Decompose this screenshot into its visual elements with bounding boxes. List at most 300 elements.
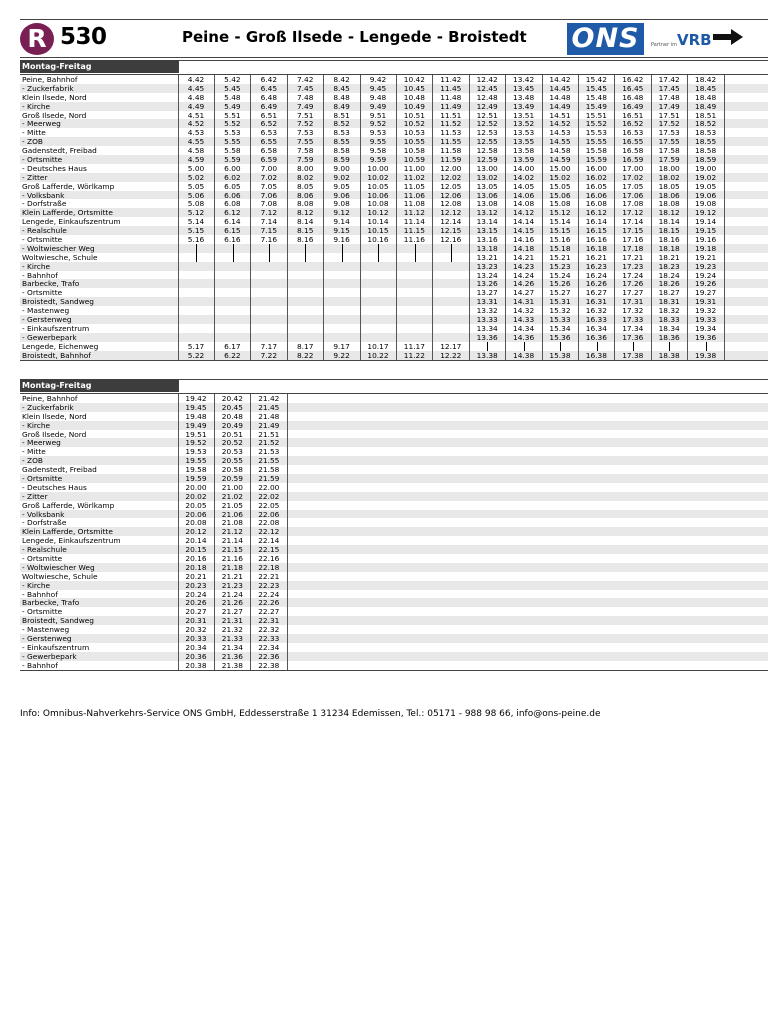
- departure-time: 14.24: [513, 270, 535, 280]
- departure-time: 11.53: [440, 128, 462, 138]
- table-row: [20, 501, 768, 510]
- departure-time: 5.53: [224, 128, 241, 138]
- stop-name: Broistedt, Sandweg: [22, 616, 94, 626]
- departure-time: 10.53: [403, 128, 425, 138]
- table-row: [20, 545, 768, 554]
- departure-time: 6.48: [260, 92, 278, 102]
- departure-time: 16.36: [585, 332, 607, 342]
- departure-time: 13.21: [476, 252, 498, 262]
- departure-time: 4.59: [187, 155, 205, 165]
- departure-time: 18.05: [658, 181, 680, 191]
- departure-time: 13.02: [476, 172, 498, 182]
- departure-time: 6.15: [224, 226, 241, 236]
- departure-time: 21.36: [221, 651, 243, 661]
- departure-time: 14.51: [549, 110, 571, 120]
- stop-name: Barbecke, Trafo: [22, 279, 80, 289]
- departure-time: 5.22: [187, 350, 205, 360]
- departure-time: 13.31: [476, 297, 498, 307]
- stop-name: Gadenstedt, Freibad: [22, 146, 97, 156]
- stop-name: - Gewerbepark: [22, 651, 77, 661]
- departure-time: 13.49: [513, 101, 535, 111]
- departure-time: 9.48: [369, 92, 387, 102]
- top-rule: [20, 19, 768, 20]
- departure-time: 22.31: [258, 616, 280, 626]
- departure-time: 21.18: [221, 562, 243, 572]
- column-rule: [614, 75, 615, 360]
- stop-name: Groß Lafferde, Wörlkamp: [22, 181, 115, 191]
- departure-time: 12.49: [476, 101, 498, 111]
- table-row: [20, 563, 768, 572]
- departure-time: 14.16: [513, 235, 535, 245]
- departure-time: 8.48: [333, 92, 350, 102]
- route-title: Peine - Groß Ilsede - Lengede - Broistedt: [182, 28, 527, 46]
- table-row: [20, 182, 768, 191]
- column-rule: [578, 75, 579, 360]
- departure-time: 6.02: [224, 172, 241, 182]
- departure-time: 5.05: [187, 181, 205, 191]
- departure-time: 9.52: [369, 119, 387, 129]
- timetable-grid: [20, 393, 768, 671]
- stop-name: - Meerweg: [22, 119, 61, 129]
- departure-time: 17.48: [658, 92, 680, 102]
- departure-time: 11.08: [403, 199, 425, 209]
- departure-time: 14.38: [513, 350, 535, 360]
- table-row: [20, 616, 768, 625]
- departure-time: 9.55: [369, 137, 387, 147]
- departure-time: 13.06: [476, 190, 498, 200]
- stop-name: - Zuckerfabrik: [22, 402, 74, 412]
- stop-name: Lengede, Einkaufszentrum: [22, 217, 121, 227]
- departure-time: 12.17: [440, 341, 462, 351]
- departure-time: 15.38: [549, 350, 571, 360]
- departure-time: 15.48: [585, 92, 607, 102]
- departure-time: 22.24: [258, 589, 280, 599]
- stop-name: - Volksbank: [22, 190, 65, 200]
- departure-time: 6.05: [224, 181, 241, 191]
- departure-time: 13.55: [513, 137, 535, 147]
- departure-time: 12.58: [476, 146, 498, 156]
- departure-time: 22.15: [258, 545, 280, 555]
- departure-time: 8.49: [333, 101, 350, 111]
- table-row: [20, 572, 768, 581]
- departure-time: 11.00: [403, 163, 425, 173]
- stop-name: Klein Ilsede, Nord: [22, 411, 87, 421]
- departure-time: 22.02: [258, 491, 280, 501]
- departure-time: 21.42: [258, 394, 280, 403]
- departure-time: 6.00: [224, 163, 241, 173]
- departure-time: 12.48: [476, 92, 498, 102]
- departure-time: 13.15: [476, 226, 498, 236]
- departure-time: 6.14: [224, 217, 241, 227]
- pass-through-marker: [269, 244, 270, 253]
- stop-name: Groß Ilsede, Nord: [22, 429, 87, 439]
- pass-through-marker: [633, 342, 634, 351]
- stop-name: - Deutsches Haus: [22, 482, 87, 492]
- departure-time: 16.02: [585, 172, 607, 182]
- stop-name: - Kirche: [22, 101, 51, 111]
- table-row: [20, 333, 768, 342]
- departure-time: 8.53: [333, 128, 350, 138]
- stop-name: Broistedt, Bahnhof: [22, 350, 91, 360]
- departure-time: 13.53: [513, 128, 535, 138]
- departure-time: 14.08: [513, 199, 535, 209]
- stop-name: - Ortsmitte: [22, 554, 63, 564]
- departure-time: 16.53: [622, 128, 644, 138]
- departure-time: 10.05: [367, 181, 389, 191]
- table-row: [20, 590, 768, 599]
- table-row: [20, 518, 768, 527]
- departure-time: 6.16: [224, 235, 241, 245]
- departure-time: 17.05: [622, 181, 644, 191]
- departure-time: 16.33: [585, 315, 607, 325]
- stop-name: - Einkaufszentrum: [22, 323, 90, 333]
- departure-time: 16.18: [585, 243, 607, 253]
- departure-time: 15.14: [549, 217, 571, 227]
- departure-time: 14.34: [513, 323, 535, 333]
- departure-time: 16.49: [622, 101, 644, 111]
- departure-time: 19.36: [695, 332, 717, 342]
- departure-time: 11.59: [440, 155, 462, 165]
- departure-time: 6.08: [224, 199, 241, 209]
- departure-time: 7.02: [260, 172, 278, 182]
- stop-name: - ZOB: [22, 137, 43, 147]
- departure-time: 8.08: [296, 199, 314, 209]
- departure-time: 15.33: [549, 315, 571, 325]
- departure-time: 5.49: [224, 101, 241, 111]
- departure-time: 16.24: [585, 270, 607, 280]
- departure-time: 17.21: [622, 252, 644, 262]
- departure-time: 5.42: [224, 75, 241, 84]
- departure-time: 15.36: [549, 332, 571, 342]
- departure-time: 9.05: [333, 181, 350, 191]
- table-row: [20, 288, 768, 297]
- departure-time: 16.51: [622, 110, 644, 120]
- departure-time: 21.55: [258, 456, 280, 466]
- departure-time: 5.58: [224, 146, 241, 156]
- departure-time: 19.45: [185, 402, 207, 412]
- departure-time: 16.48: [622, 92, 644, 102]
- column-rule: [214, 394, 215, 670]
- departure-time: 5.17: [187, 341, 205, 351]
- departure-time: 17.31: [622, 297, 644, 307]
- departure-time: 8.14: [296, 217, 314, 227]
- departure-time: 20.32: [185, 625, 207, 635]
- departure-time: 20.12: [185, 527, 207, 537]
- departure-time: 20.59: [221, 474, 243, 484]
- departure-time: 14.45: [549, 83, 571, 93]
- departure-time: 10.49: [403, 101, 425, 111]
- departure-time: 6.17: [224, 341, 241, 351]
- arrow-right-icon: [711, 27, 745, 47]
- pass-through-marker: [378, 244, 379, 253]
- departure-time: 12.53: [476, 128, 498, 138]
- departure-time: 21.16: [221, 554, 243, 564]
- departure-time: 7.51: [296, 110, 314, 120]
- departure-time: 21.15: [221, 545, 243, 555]
- departure-time: 21.59: [258, 474, 280, 484]
- regiobus-badge-icon: R: [20, 23, 54, 55]
- departure-time: 21.06: [221, 509, 243, 519]
- table-row: [20, 652, 768, 661]
- column-rule: [396, 75, 397, 360]
- table-row: [20, 75, 768, 84]
- table-row: [20, 483, 768, 492]
- departure-time: 12.15: [440, 226, 462, 236]
- table-row: [20, 421, 768, 430]
- departure-time: 21.23: [221, 580, 243, 590]
- pass-through-marker: [451, 253, 452, 262]
- departure-time: 18.42: [695, 75, 717, 84]
- stop-name: - Ortsmitte: [22, 288, 63, 298]
- table-row: [20, 173, 768, 182]
- stop-name: Groß Lafferde, Wörlkamp: [22, 500, 115, 510]
- departure-time: 17.58: [658, 146, 680, 156]
- table-row: [20, 492, 768, 501]
- departure-time: 22.00: [258, 482, 280, 492]
- departure-time: 6.06: [224, 190, 241, 200]
- departure-time: 22.21: [258, 571, 280, 581]
- stop-name: - Dorfstraße: [22, 518, 67, 528]
- table-row: [20, 465, 768, 474]
- table-row: [20, 625, 768, 634]
- departure-time: 12.08: [440, 199, 462, 209]
- departure-time: 17.27: [622, 288, 644, 298]
- departure-time: 17.53: [658, 128, 680, 138]
- departure-time: 14.55: [549, 137, 571, 147]
- departure-time: 18.12: [658, 208, 680, 218]
- departure-time: 15.27: [549, 288, 571, 298]
- table-row: [20, 447, 768, 456]
- table-row: [20, 155, 768, 164]
- departure-time: 14.15: [513, 226, 535, 236]
- departure-time: 18.48: [695, 92, 717, 102]
- departure-time: 7.08: [260, 199, 278, 209]
- departure-time: 19.05: [695, 181, 717, 191]
- departure-time: 14.05: [513, 181, 535, 191]
- table-row: [20, 199, 768, 208]
- departure-time: 9.14: [333, 217, 350, 227]
- departure-time: 7.59: [296, 155, 314, 165]
- departure-time: 5.48: [224, 92, 241, 102]
- table-row: [20, 191, 768, 200]
- pass-through-marker: [378, 253, 379, 262]
- stop-name: - Bahnhof: [22, 589, 58, 599]
- departure-time: 8.42: [333, 75, 350, 84]
- pass-through-marker: [342, 244, 343, 253]
- departure-time: 14.31: [513, 297, 535, 307]
- departure-time: 7.53: [296, 128, 314, 138]
- departure-time: 7.14: [260, 217, 278, 227]
- departure-time: 20.34: [185, 642, 207, 652]
- column-rule: [250, 394, 251, 670]
- stop-name: Woltwiesche, Schule: [22, 252, 98, 262]
- departure-time: 19.55: [185, 456, 207, 466]
- departure-time: 11.55: [440, 137, 462, 147]
- departure-time: 18.45: [695, 83, 717, 93]
- table-row: [20, 581, 768, 590]
- departure-time: 8.17: [296, 341, 314, 351]
- pass-through-marker: [524, 342, 525, 351]
- departure-time: 11.05: [403, 181, 425, 191]
- departure-time: 11.49: [440, 101, 462, 111]
- departure-time: 6.42: [260, 75, 278, 84]
- departure-time: 18.32: [658, 306, 680, 316]
- departure-time: 19.42: [185, 394, 207, 403]
- column-rule: [505, 75, 506, 360]
- departure-time: 17.33: [622, 315, 644, 325]
- header-rule: [20, 57, 768, 58]
- departure-time: 9.12: [333, 208, 350, 218]
- table-row: [20, 598, 768, 607]
- table-row: [20, 394, 768, 403]
- departure-time: 15.26: [549, 279, 571, 289]
- departure-time: 16.15: [585, 226, 607, 236]
- stop-name: - Kirche: [22, 261, 51, 271]
- departure-time: 20.15: [185, 545, 207, 555]
- departure-time: 14.36: [513, 332, 535, 342]
- departure-time: 20.48: [221, 411, 243, 421]
- departure-time: 20.06: [185, 509, 207, 519]
- departure-time: 20.58: [221, 465, 243, 475]
- table-row: [20, 146, 768, 155]
- departure-time: 17.38: [622, 350, 644, 360]
- departure-time: 11.42: [440, 75, 462, 84]
- column-rule: [542, 75, 543, 360]
- departure-time: 10.12: [367, 208, 389, 218]
- departure-time: 20.53: [221, 447, 243, 457]
- departure-time: 14.58: [549, 146, 571, 156]
- departure-time: 17.49: [658, 101, 680, 111]
- departure-time: 11.52: [440, 119, 462, 129]
- departure-time: 12.55: [476, 137, 498, 147]
- stop-name: - Realschule: [22, 226, 67, 236]
- departure-time: 21.49: [258, 420, 280, 430]
- departure-time: 19.49: [185, 420, 207, 430]
- departure-time: 11.06: [403, 190, 425, 200]
- departure-time: 14.53: [549, 128, 571, 138]
- departure-time: 15.53: [585, 128, 607, 138]
- departure-time: 14.42: [549, 75, 571, 84]
- departure-time: 17.00: [622, 163, 644, 173]
- departure-time: 13.52: [513, 119, 535, 129]
- table-row: [20, 527, 768, 536]
- departure-time: 19.33: [695, 315, 717, 325]
- departure-time: 15.21: [549, 252, 571, 262]
- departure-time: 17.59: [658, 155, 680, 165]
- stop-name: Broistedt, Sandweg: [22, 297, 94, 307]
- departure-time: 18.26: [658, 279, 680, 289]
- departure-time: 16.05: [585, 181, 607, 191]
- column-rule: [287, 75, 288, 360]
- departure-time: 15.55: [585, 137, 607, 147]
- departure-time: 9.00: [333, 163, 350, 173]
- table-row: [20, 474, 768, 483]
- departure-time: 20.45: [221, 402, 243, 412]
- table-row: [20, 226, 768, 235]
- departure-time: 13.58: [513, 146, 535, 156]
- table-row: [20, 262, 768, 271]
- departure-time: 21.53: [258, 447, 280, 457]
- departure-time: 20.14: [185, 536, 207, 546]
- departure-time: 18.31: [658, 297, 680, 307]
- departure-time: 9.02: [333, 172, 350, 182]
- table-row: [20, 244, 768, 253]
- departure-time: 19.53: [185, 447, 207, 457]
- departure-time: 15.18: [549, 243, 571, 253]
- departure-time: 8.22: [296, 350, 314, 360]
- departure-time: 7.52: [296, 119, 314, 129]
- departure-time: 12.06: [440, 190, 462, 200]
- departure-time: 16.38: [585, 350, 607, 360]
- departure-time: 14.52: [549, 119, 571, 129]
- departure-time: 17.26: [622, 279, 644, 289]
- departure-time: 21.08: [221, 518, 243, 528]
- departure-time: 4.55: [187, 137, 205, 147]
- departure-time: 12.14: [440, 217, 462, 227]
- table-row: [20, 253, 768, 262]
- departure-time: 14.48: [549, 92, 571, 102]
- stop-name: - Woltwiescher Weg: [22, 243, 95, 253]
- pass-through-marker: [415, 253, 416, 262]
- departure-time: 8.15: [296, 226, 314, 236]
- stop-name: Klein Lafferde, Ortsmitte: [22, 208, 113, 218]
- departure-time: 15.02: [549, 172, 571, 182]
- departure-time: 5.45: [224, 83, 241, 93]
- departure-time: 20.21: [185, 571, 207, 581]
- stop-name: - Mastenweg: [22, 625, 70, 635]
- departure-time: 17.06: [622, 190, 644, 200]
- departure-time: 19.18: [695, 243, 717, 253]
- departure-time: 4.45: [187, 83, 205, 93]
- departure-time: 22.18: [258, 562, 280, 572]
- departure-time: 17.34: [622, 323, 644, 333]
- departure-time: 10.17: [367, 341, 389, 351]
- departure-time: 8.12: [296, 208, 314, 218]
- departure-time: 21.26: [221, 598, 243, 608]
- departure-time: 14.02: [513, 172, 535, 182]
- departure-time: 13.33: [476, 315, 498, 325]
- departure-time: 22.32: [258, 625, 280, 635]
- departure-time: 6.55: [260, 137, 278, 147]
- departure-time: 16.12: [585, 208, 607, 218]
- departure-time: 19.32: [695, 306, 717, 316]
- departure-time: 10.45: [403, 83, 425, 93]
- departure-time: 21.51: [258, 429, 280, 439]
- table-row: [20, 430, 768, 439]
- departure-time: 16.00: [585, 163, 607, 173]
- table-row: [20, 84, 768, 93]
- departure-time: 10.58: [403, 146, 425, 156]
- departure-time: 14.59: [549, 155, 571, 165]
- departure-time: 20.27: [185, 607, 207, 617]
- table-row: [20, 412, 768, 421]
- departure-time: 15.23: [549, 261, 571, 271]
- departure-time: 19.21: [695, 252, 717, 262]
- departure-time: 13.34: [476, 323, 498, 333]
- departure-time: 8.58: [333, 146, 350, 156]
- departure-time: 19.14: [695, 217, 717, 227]
- departure-time: 12.22: [440, 350, 462, 360]
- departure-time: 7.58: [296, 146, 314, 156]
- stop-name: - Bahnhof: [22, 660, 58, 670]
- departure-time: 14.33: [513, 315, 535, 325]
- departure-time: 15.32: [549, 306, 571, 316]
- departure-time: 20.16: [185, 554, 207, 564]
- departure-time: 21.27: [221, 607, 243, 617]
- departure-time: 7.48: [296, 92, 314, 102]
- departure-time: 13.36: [476, 332, 498, 342]
- departure-time: 13.08: [476, 199, 498, 209]
